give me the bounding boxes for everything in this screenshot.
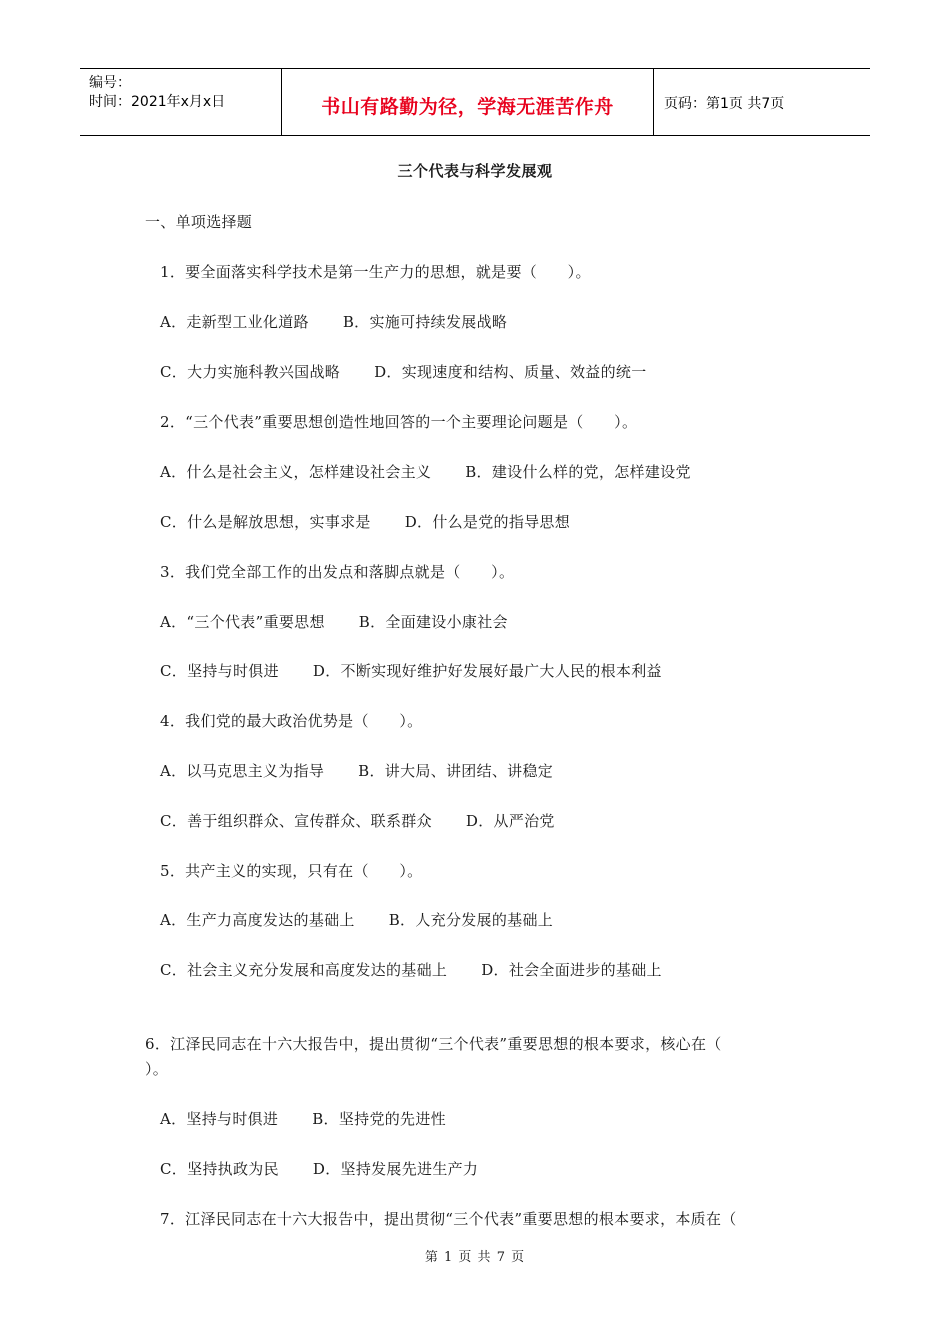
question-1-options-row-1 [160, 311, 507, 332]
question-7-stem: 7．江泽民同志在十六大报告中，提出贯彻“三个代表”重要思想的根本要求，本质在（ [160, 1210, 737, 1228]
question-4-stem: 4．我们党的最大政治优势是（ ）。 [160, 712, 423, 730]
option-a: A．以马克思主义为指导 [160, 762, 325, 780]
option-a: A．坚持与时俱进 [160, 1110, 279, 1128]
question-6-options-row-1 [160, 1108, 446, 1129]
question-5-options-row-1 [160, 909, 553, 930]
section-heading: 一、单项选择题 [145, 213, 253, 231]
option-d: D．从严治党 [465, 812, 555, 830]
option-c: C．坚持执政为民 [160, 1160, 279, 1178]
question-3-options-row-1 [160, 611, 508, 632]
question-6-stem-line-1: 6．江泽民同志在十六大报告中，提出贯彻“三个代表”重要思想的根本要求，核心在（ [145, 1035, 722, 1053]
question-4-options-row-1 [160, 760, 553, 781]
option-b: B．讲大局、讲团结、讲稳定 [358, 762, 554, 780]
option-a: A．什么是社会主义，怎样建设社会主义 [160, 463, 432, 481]
question-5-stem: 5．共产主义的实现，只有在（ ）。 [160, 862, 423, 880]
option-a: A．“三个代表”重要思想 [160, 613, 325, 631]
question-3-stem: 3．我们党全部工作的出发点和落脚点就是（ ）。 [160, 563, 515, 581]
number-label: 编号： [89, 75, 131, 91]
option-d: D．实现速度和结构、质量、效益的统一 [374, 363, 647, 381]
time-label: 时间：2021年x月x日 [89, 94, 226, 110]
option-c: C．社会主义充分发展和高度发达的基础上 [160, 961, 448, 979]
document-header [80, 68, 870, 136]
question-2-options-row-1 [160, 461, 691, 482]
option-c: C．坚持与时俱进 [160, 662, 279, 680]
option-a: A．走新型工业化道路 [160, 313, 309, 331]
option-b: B．建设什么样的党，怎样建设党 [465, 463, 691, 481]
option-c: C．什么是解放思想，实事求是 [160, 513, 371, 531]
header-motto: 书山有路勤为径，学海无涯苦作舟 [282, 69, 654, 135]
document-title: 三个代表与科学发展观 [397, 162, 553, 180]
question-2-options-row-2 [160, 511, 570, 532]
option-d: D．什么是党的指导思想 [404, 513, 571, 531]
question-1-options-row-2 [160, 361, 647, 382]
option-c: C．善于组织群众、宣传群众、联系群众 [160, 812, 432, 830]
page-footer: 第 1 页 共 7 页 [424, 1250, 526, 1265]
question-6-options-row-2 [160, 1158, 478, 1179]
question-1-stem: 1．要全面落实科学技术是第一生产力的思想，就是要（ ）。 [160, 263, 591, 281]
option-d: D．坚持发展先进生产力 [312, 1160, 479, 1178]
header-page-info: 页码：第1页 共7页 [664, 96, 785, 112]
option-d: D．社会全面进步的基础上 [481, 961, 662, 979]
option-c: C．大力实施科教兴国战略 [160, 363, 341, 381]
option-b: B．全面建设小康社会 [358, 613, 508, 631]
option-d: D．不断实现好维护好发展好最广大人民的根本利益 [312, 662, 662, 680]
question-6-stem-line-2: ）。 [145, 1060, 169, 1078]
question-2-stem: 2．“三个代表”重要思想创造性地回答的一个主要理论问题是（ ）。 [160, 413, 638, 431]
option-b: B．坚持党的先进性 [312, 1110, 446, 1128]
header-meta [80, 69, 282, 135]
option-b: B．实施可持续发展战略 [342, 313, 508, 331]
option-b: B．人充分发展的基础上 [388, 911, 554, 929]
question-3-options-row-2 [160, 660, 662, 681]
question-4-options-row-2 [160, 810, 555, 831]
option-a: A．生产力高度发达的基础上 [160, 911, 355, 929]
question-5-options-row-2 [160, 959, 662, 980]
